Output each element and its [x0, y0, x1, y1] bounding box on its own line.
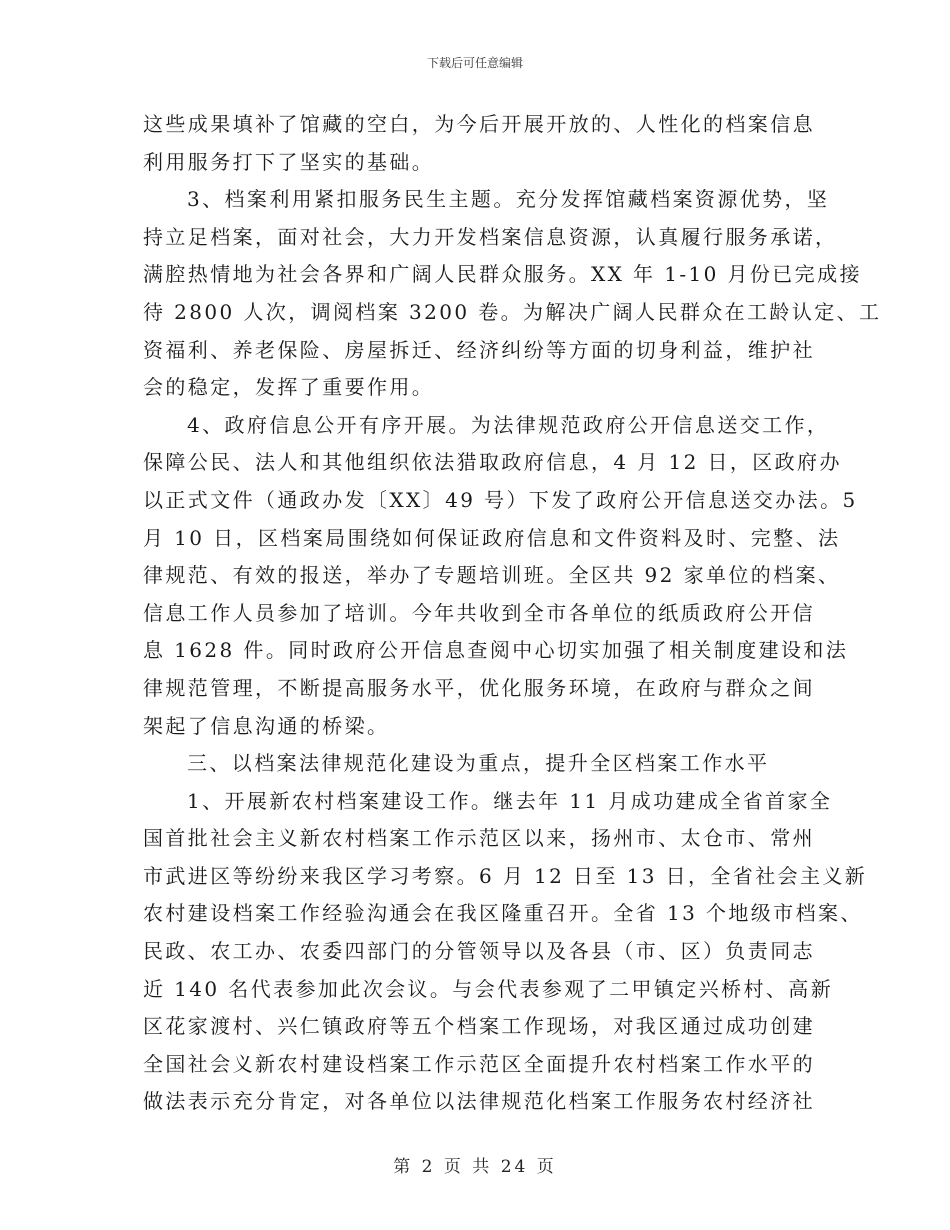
text-line: 1、开展新农村档案建设工作。继去年 11 月成功建成全省首家全: [187, 788, 833, 813]
text-line: 架起了信息沟通的桥梁。: [143, 713, 390, 738]
text-line: 做法表示充分肯定，对各单位以法律规范化档案工作服务农村经济社: [143, 1089, 815, 1114]
text-line: 农村建设档案工作经验沟通会在我区隆重召开。全省 13 个地级市档案、: [143, 901, 863, 926]
text-line: 以正式文件（通政办发〔XX〕49 号）下发了政府公开信息送交办法。5: [143, 487, 858, 512]
text-line: 律规范、有效的报送，举办了专题培训班。全区共 92 家单位的档案、: [143, 563, 841, 588]
text-line: 市武进区等纷纷来我区学习考察。6 月 12 日至 13 日，全省社会主义新: [143, 863, 868, 888]
text-line: 月 10 日，区档案局围绕如何保证政府信息和文件资料及时、完整、法: [143, 525, 841, 550]
text-line: 信息工作人员参加了培训。今年共收到全市各单位的纸质政府公开信: [143, 600, 815, 625]
page-number: 第 2 页 共 24 页: [393, 1157, 557, 1177]
text-line: 全国社会义新农村建设档案工作示范区全面提升农村档案工作水平的: [143, 1051, 815, 1076]
text-line: 会的稳定，发挥了重要作用。: [143, 375, 435, 400]
text-line: 区花家渡村、兴仁镇政府等五个档案工作现场，对我区通过成功创建: [143, 1014, 815, 1039]
text-line: 利用服务打下了坚实的基础。: [143, 149, 435, 174]
paragraph: [143, 181, 882, 407]
text-line: 待 2800 人次，调阅档案 3200 卷。为解决广阔人民群众在工龄认定、工: [143, 299, 882, 324]
paragraph: [143, 106, 815, 181]
text-line: 持立足档案，面对社会，大力开发档案信息资源，认真履行服务承诺，: [143, 224, 838, 249]
text-line: 民政、农工办、农委四部门的分管领导以及各县（市、区）负责同志: [143, 939, 815, 964]
text-line: 国首批社会主义新农村档案工作示范区以来，扬州市、太仓市、常州: [143, 826, 815, 851]
text-line: 保障公民、法人和其他组织依法猎取政府信息，4 月 12 日，区政府办: [143, 450, 842, 475]
document-body: [143, 106, 882, 1121]
text-line: 4、政府信息公开有序开展。为法律规范政府公开信息送交工作，: [187, 412, 830, 437]
text-line: 3、档案利用紧扣服务民生主题。充分发挥馆藏档案资源优势，坚: [187, 187, 830, 212]
page-header-note: 下载后可任意编辑: [426, 56, 523, 70]
text-line: 这些成果填补了馆藏的空白，为今后开展开放的、人性化的档案信息: [143, 112, 815, 136]
text-line: 满腔热情地为社会各界和广阔人民群众服务。XX 年 1-10 月份已完成接: [143, 262, 862, 287]
paragraph: [143, 407, 858, 745]
text-line: 资福利、养老保险、房屋拆迁、经济纠纷等方面的切身利益，维护社: [143, 337, 815, 362]
section-heading: [143, 745, 811, 783]
text-line: 息 1628 件。同时政府公开信息查阅中心切实加强了相关制度建设和法: [143, 638, 849, 663]
text-line: 近 140 名代表参加此次会议。与会代表参观了二甲镇定兴桥村、高新: [143, 976, 834, 1001]
section-heading-text: 三、以档案法律规范化建设为重点，提升全区档案工作水平: [187, 751, 770, 776]
text-line: 律规范管理，不断提高服务水平，优化服务环境，在政府与群众之间: [143, 675, 815, 700]
paragraph: [143, 783, 868, 1121]
